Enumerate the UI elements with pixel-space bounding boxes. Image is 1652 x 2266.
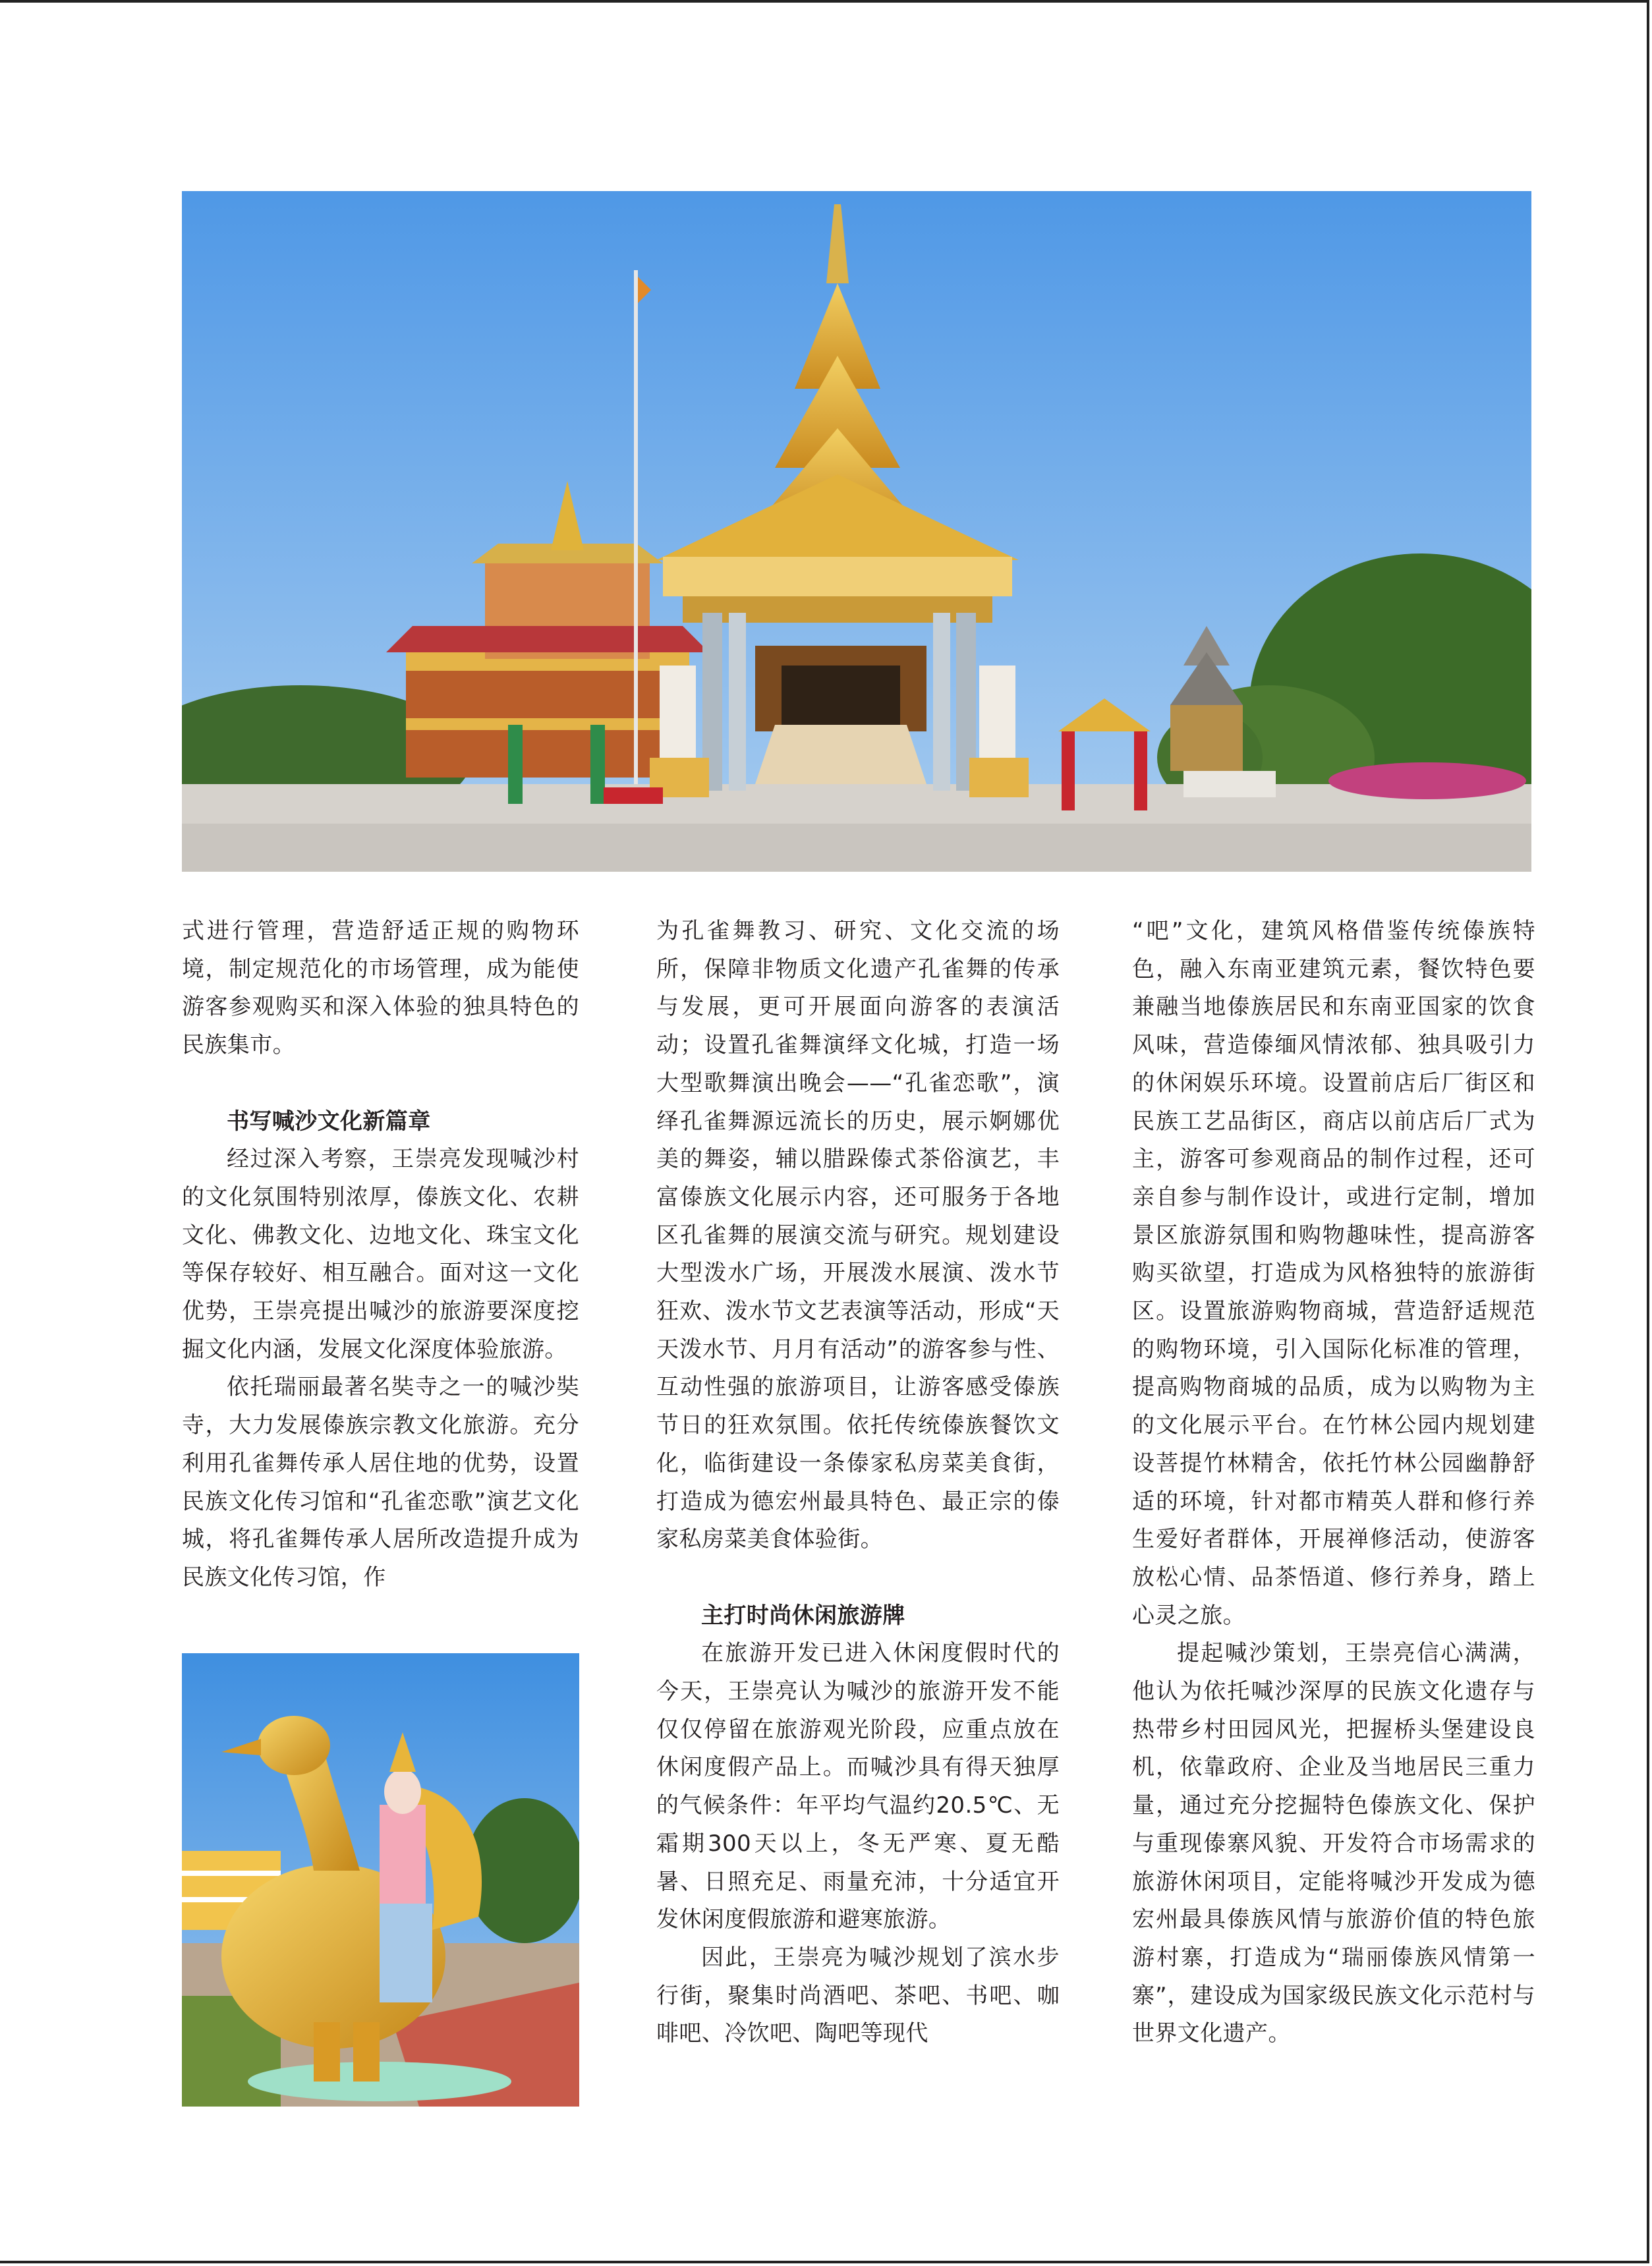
text-column-1 [182,913,579,1597]
statue-illustration [182,1653,579,2107]
section-heading: 主打时尚休闲旅游牌 [701,1602,905,1629]
paragraph: 依托瑞丽最著名奘寺之一的喊沙奘寺，大力发展傣族宗教文化旅游。充分利用孔雀舞传承人居住地的优势，设置民族文化传习馆和“孔雀恋歌”演艺文化城，将孔雀舞传承人居所改造提升成为民族文化传习馆，作 [182,1374,579,1591]
paragraph: 经过深入考察，王崇亮发现喊沙村的文化氛围特别浓厚，傣族文化、农耕文化、佛教文化、边地文化、珠宝文化等保存较好、相互融合。面对这一文化优势，王崇亮提出喊沙的旅游要深度挖掘文化内涵，发展文化深度体验旅游。 [182,1146,579,1363]
paragraph: 为孔雀舞教习、研究、文化交流的场所，保障非物质文化遗产孔雀舞的传承与发展，更可开展面向游客的表演活动；设置孔雀舞演绎文化城，打造一场大型歌舞演出晚会——“孔雀恋歌”，演绎孔雀舞源远流长的历史，展示婀娜优美的舞姿，辅以腊跺傣式茶俗演艺，丰富傣族文化展示内容，还可服务于各地区孔雀舞的展演交流与研究。规划建设大型泼水广场，开展泼水展演、泼水节狂欢、泼水节文艺表演等活动，形成“天天泼水节、月月有活动”的游客参与性、互动性强的旅游项目，让游客感受傣族节日的狂欢氛围。依托传统傣族餐饮文化，临街建设一条傣家私房菜美食街，打造成为德宏州最具特色、最正宗的傣家私房菜美食体验街。 [656,918,1060,1553]
paragraph: 因此，王崇亮为喊沙规划了滨水步行街，聚集时尚酒吧、茶吧、书吧、咖啡吧、冷饮吧、陶吧等现代 [656,1944,1060,2047]
text-column-3 [1132,913,1535,2053]
paragraph: “吧”文化，建筑风格借鉴传统傣族特色，融入东南亚建筑元素，餐饮特色要兼融当地傣族居民和东南亚国家的饮食风味，营造傣缅风情浓郁、独具吸引力的休闲娱乐环境。设置前店后厂街区和民族工艺品街区，商店以前店后厂式为主，游客可参观商品的制作过程，还可亲自参与制作设计，或进行定制，增加景区旅游氛围和购物趣味性，提高游客购买欲望，打造成为风格独特的旅游街区。设置旅游购物商城，营造舒适规范的购物环境，引入国际化标准的管理，提高购物商城的品质，成为以购物为主的文化展示平台。在竹林公园内规划建设菩提竹林精舍，依托竹林公园幽静舒适的环境，针对都市精英人群和修行养生爱好者群体，开展禅修活动，使游客放松心情、品茶悟道、修行养身，踏上心灵之旅。 [1132,918,1535,1629]
paragraph: 提起喊沙策划，王崇亮信心满满，他认为依托喊沙深厚的民族文化遗存与热带乡村田园风光，把握桥头堡建设良机，依靠政府、企业及当地居民三重力量，通过充分挖掘特色傣族文化、保护与重现傣寨风貌、开发符合市场需求的旅游休闲项目，定能将喊沙开发成为德宏州最具傣族风情与旅游价值的特色旅游村寨，打造成为“瑞丽傣族风情第一寨”，建设成为国家级民族文化示范村与世界文化遗产。 [1132,1640,1535,2047]
section-heading: 书写喊沙文化新篇章 [227,1108,431,1135]
temple-photo [182,191,1531,872]
paragraph: 在旅游开发已进入休闲度假时代的今天，王崇亮认为喊沙的旅游开发不能仅仅停留在旅游观光阶段，应重点放在休闲度假产品上。而喊沙具有得天独厚的气候条件：年平均气温约20.5℃、无霜期300天以上，冬无严寒、夏无酷暑、日照充足、雨量充沛，十分适宜开发休闲度假旅游和避寒旅游。 [656,1640,1060,1933]
peacock-rider-statue-photo [182,1653,579,2107]
temple-illustration [182,191,1531,872]
paragraph: 式进行管理，营造舒适正规的购物环境，制定规范化的市场管理，成为能使游客参观购买和深入体验的独具特色的民族集市。 [182,918,579,1059]
text-column-2 [656,913,1060,2053]
